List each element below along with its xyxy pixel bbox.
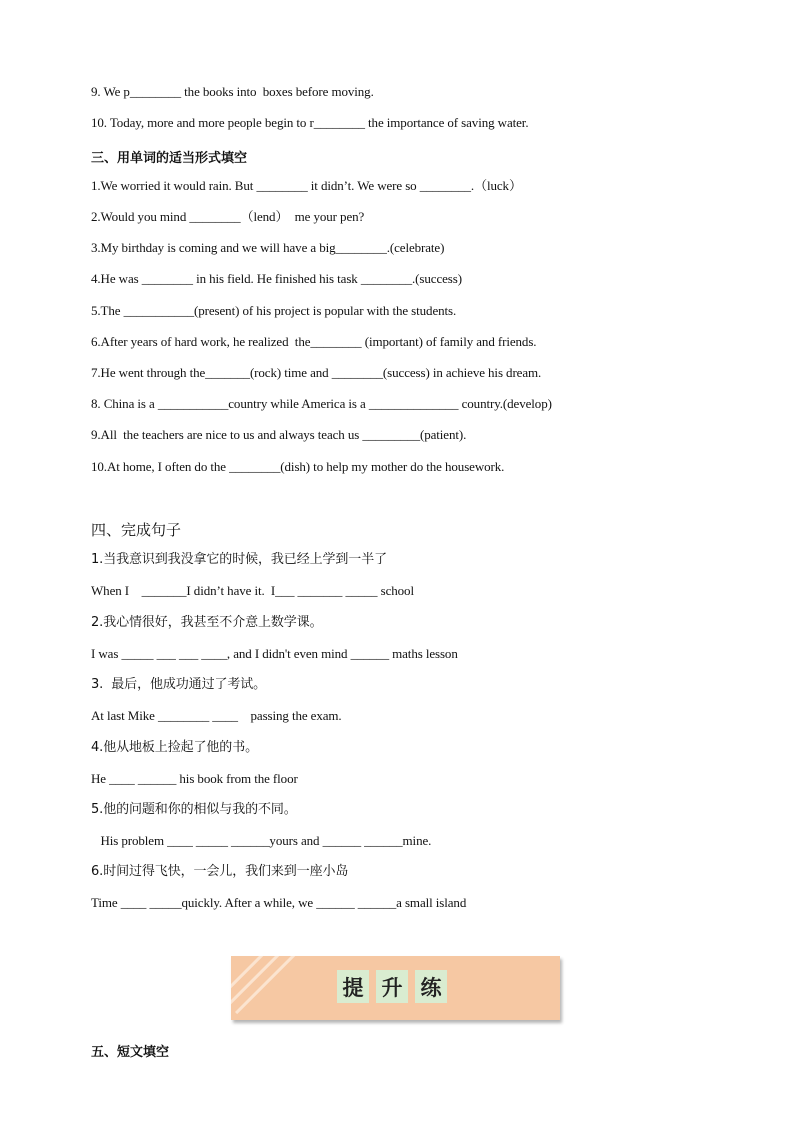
banner-char: 提 bbox=[337, 970, 369, 1003]
exercise-line: 5.The ___________(present) of his project is popular with the students. bbox=[91, 303, 457, 318]
exercise-line: I was _____ ___ ___ ____, and I didn't even mind ______ maths lesson bbox=[91, 646, 458, 661]
chinese-prompt-line: 6.时间过得飞快，一会儿，我们来到一座小岛 bbox=[91, 864, 349, 879]
chinese-prompt-line: 3. 最后，他成功通过了考试。 bbox=[91, 677, 267, 692]
banner-chars bbox=[337, 970, 447, 1003]
exercise-line: His problem ____ _____ ______yours and ______ ______mine. bbox=[91, 833, 432, 848]
exercise-line: 2.Would you mind ________（lend） me your pen? bbox=[91, 209, 365, 224]
exercise-line: 4.He was ________ in his field. He finished his task ________.(success) bbox=[91, 271, 462, 286]
exercise-line: Time ____ _____quickly. After a while, we ______ ______a small island bbox=[91, 895, 467, 910]
exercise-line: At last Mike ________ ____ passing the exam. bbox=[91, 708, 342, 723]
exercise-line: 3.My birthday is coming and we will have a big________.(celebrate) bbox=[91, 240, 445, 255]
section-three-title: 三、用单词的适当形式填空 bbox=[91, 151, 248, 166]
exercise-line: 10. Today, more and more people begin to r________ the importance of saving water. bbox=[91, 115, 529, 130]
section-five-title: 五、短文填空 bbox=[91, 1045, 170, 1060]
chinese-prompt-line: 1.当我意识到我没拿它的时候，我已经上学到一半了 bbox=[91, 552, 388, 567]
exercise-line: 7.He went through the_______(rock) time and ________(success) in achieve his dream. bbox=[91, 365, 542, 380]
exercise-line: He ____ ______ his book from the floor bbox=[91, 771, 298, 786]
exercise-line: 8. China is a ___________country while America is a ______________ country.(develop) bbox=[91, 396, 552, 411]
exercise-line: 9.All the teachers are nice to us and always teach us _________(patient). bbox=[91, 427, 467, 442]
exercise-line: 10.At home, I often do the ________(dish) to help my mother do the housework. bbox=[91, 459, 505, 474]
section-four-title: 四、完成句子 bbox=[91, 521, 182, 539]
exercise-line: 9. We p________ the books into boxes before moving. bbox=[91, 84, 374, 99]
practice-banner bbox=[231, 956, 560, 1020]
exercise-line: 6.After years of hard work, he realized the________ (important) of family and friends. bbox=[91, 334, 537, 349]
exercise-line: When I _______I didn’t have it. I___ _______ _____ school bbox=[91, 583, 414, 598]
chinese-prompt-line: 2.我心情很好，我甚至不介意上数学课。 bbox=[91, 615, 323, 630]
exercise-line: 1.We worried it would rain. But ________ it didn’t. We were so ________.（luck） bbox=[91, 178, 522, 193]
banner-char: 升 bbox=[376, 970, 408, 1003]
chinese-prompt-line: 5.他的问题和你的相似与我的不同。 bbox=[91, 802, 297, 817]
banner-char: 练 bbox=[415, 970, 447, 1003]
chinese-prompt-line: 4.他从地板上捡起了他的书。 bbox=[91, 740, 259, 755]
